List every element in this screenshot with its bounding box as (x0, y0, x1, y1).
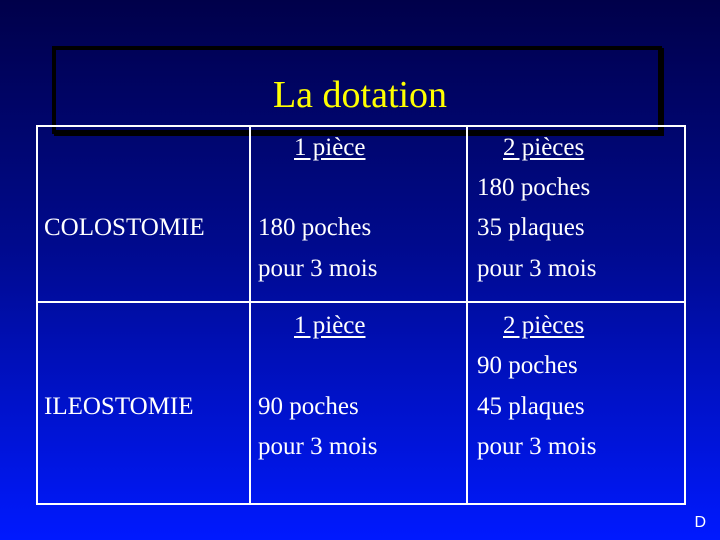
column-divider-2 (466, 125, 468, 505)
row-label-colostomie: COLOSTOMIE (44, 214, 205, 241)
ileostomie-two-piece-period: pour 3 mois (477, 433, 597, 460)
row-label-ileostomie: ILEOSTOMIE (44, 393, 194, 420)
slide-title: La dotation (272, 74, 448, 116)
ileostomie-two-piece-plates: 45 plaques (477, 393, 585, 420)
colostomie-two-piece-heading: 2 pièces (503, 134, 585, 161)
column-divider-1 (249, 125, 251, 505)
colostomie-one-piece-pouches: 180 poches (258, 214, 372, 241)
ileostomie-one-piece-heading: 1 pièce (294, 312, 366, 339)
ileostomie-one-piece-period: pour 3 mois (258, 433, 378, 460)
ileostomie-two-piece-heading: 2 pièces (503, 312, 585, 339)
corner-logo: D (694, 514, 706, 531)
colostomie-two-piece-period: pour 3 mois (477, 255, 597, 282)
ileostomie-two-piece-pouches: 90 poches (477, 352, 578, 379)
row-divider (36, 301, 686, 303)
colostomie-one-piece-heading: 1 pièce (294, 134, 366, 161)
colostomie-two-piece-pouches: 180 poches (477, 174, 591, 201)
ileostomie-one-piece-pouches: 90 poches (258, 393, 359, 420)
colostomie-two-piece-plates: 35 plaques (477, 214, 585, 241)
colostomie-one-piece-period: pour 3 mois (258, 255, 378, 282)
